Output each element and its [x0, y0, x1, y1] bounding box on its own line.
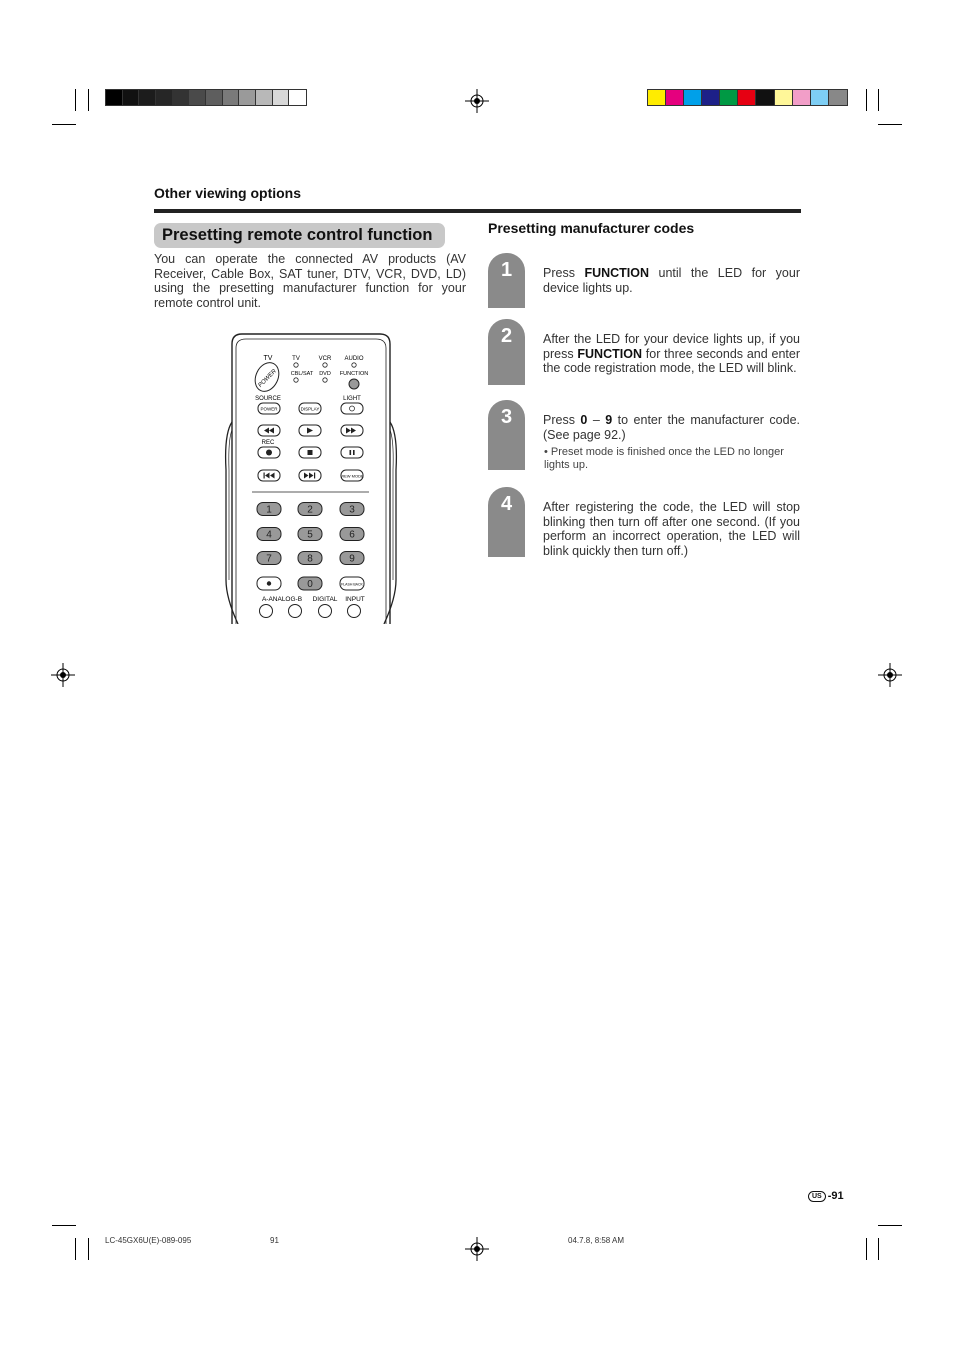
- page-number: [808, 1190, 844, 1202]
- color-swatch: [156, 90, 173, 105]
- device-label-function: FUNCTION: [339, 371, 369, 377]
- crop-mark: [866, 89, 867, 111]
- source-power-label: POWER: [260, 406, 278, 412]
- crop-mark: [88, 89, 89, 111]
- device-label-dvd: DVD: [319, 371, 331, 377]
- analog-b-button[interactable]: [289, 605, 302, 618]
- step-number: 4: [500, 493, 513, 515]
- crop-mark: [878, 1238, 879, 1260]
- led-dvd: [323, 378, 327, 382]
- record-icon: [266, 450, 272, 456]
- input-label-digital: DIGITAL: [312, 596, 338, 603]
- light-button[interactable]: [341, 403, 363, 414]
- digit-label-0: 0: [307, 579, 313, 590]
- step-bold: 0: [580, 413, 588, 427]
- input-label-input: INPUT: [345, 596, 365, 603]
- footer-page: 91: [270, 1236, 279, 1245]
- device-label-tv: TV: [292, 356, 300, 362]
- step-text-2: [543, 332, 800, 376]
- color-swatch: [648, 90, 666, 105]
- digit-label-9: 9: [349, 553, 355, 565]
- intro-paragraph: You can operate the connected AV products (AV Receiver, Cable Box, SAT tuner, DTV, VCR, DVD, LD) using the presetting manufacturer function for your remote control unit.: [154, 252, 466, 310]
- crop-mark: [878, 1225, 902, 1226]
- crop-mark: [52, 124, 76, 125]
- digit-label-7: 7: [266, 553, 272, 565]
- header-rule: [154, 209, 801, 213]
- step-text-4: [543, 500, 800, 558]
- crop-mark: [866, 1238, 867, 1260]
- step-text: Press: [543, 266, 585, 280]
- step-text: After the LED for your device lights up, if you press: [543, 332, 800, 361]
- light-label: LIGHT: [343, 396, 361, 402]
- step-bold: 9: [605, 413, 613, 427]
- digit-label-3: 3: [349, 504, 355, 516]
- bullet-icon: •: [544, 446, 551, 458]
- led-cblsat: [294, 378, 298, 382]
- analog-a-button[interactable]: [260, 605, 273, 618]
- footer-filename: LC-45GX6U(E)-089-095: [105, 1236, 192, 1245]
- step-badge-3: [488, 400, 525, 470]
- step-text: until the LED for your device lights up.: [543, 266, 800, 295]
- input-label-analog: A-ANALOG-B: [261, 596, 303, 603]
- step-number: 1: [500, 259, 513, 281]
- registration-mark-icon: [878, 663, 902, 687]
- led-tv: [294, 363, 298, 367]
- color-swatch: [173, 90, 190, 105]
- device-label-vcr: VCR: [318, 356, 332, 362]
- color-swatch: [239, 90, 256, 105]
- device-label-audio: AUDIO: [344, 356, 364, 362]
- page-number-text: -91: [827, 1190, 844, 1202]
- registration-mark-icon: [465, 1237, 489, 1261]
- color-swatch: [289, 90, 306, 105]
- registration-mark-icon: [51, 663, 75, 687]
- step-number: 3: [500, 406, 513, 428]
- step-text: for three seconds and enter the code registration mode, the LED will blink.: [543, 346, 800, 375]
- function-button[interactable]: [349, 379, 359, 389]
- crop-mark: [75, 89, 76, 111]
- digit-keypad: [257, 503, 364, 565]
- step-badge-1: [488, 253, 525, 308]
- step-bold: FUNCTION: [584, 266, 650, 280]
- color-swatch: [738, 90, 756, 105]
- step-text: to enter the manufacturer code. (See page 92.): [543, 413, 800, 442]
- registration-mark-icon: [465, 89, 489, 113]
- rec-label: REC: [261, 440, 275, 446]
- color-swatch: [756, 90, 774, 105]
- color-swatch: [273, 90, 290, 105]
- step-text: After registering the code, the LED will stop blinking then turn off after one second. (If you perform an incorrect operation, the LED will blink quickly then turn off.): [543, 500, 800, 558]
- color-swatch: [666, 90, 684, 105]
- stop-icon: [308, 450, 313, 455]
- step-bold: FUNCTION: [577, 346, 642, 361]
- color-swatch: [106, 90, 123, 105]
- input-button[interactable]: [348, 605, 361, 618]
- crop-mark: [88, 1238, 89, 1260]
- crop-mark: [75, 1238, 76, 1260]
- color-swatch: [189, 90, 206, 105]
- step-text: Press: [543, 413, 581, 427]
- footer-date: 04.7.8, 8:58 AM: [568, 1236, 625, 1245]
- color-swatch: [811, 90, 829, 105]
- region-badge: US: [808, 1191, 826, 1202]
- page-title: Presetting remote control function: [154, 223, 445, 248]
- section-label: Other viewing options: [154, 185, 302, 201]
- digit-label-8: 8: [307, 553, 313, 565]
- step-text-3: [543, 413, 800, 442]
- digit-label-2: 2: [307, 504, 313, 516]
- tv-power-label: POWER: [257, 368, 278, 389]
- step-number: 2: [500, 325, 513, 347]
- crop-mark: [52, 1225, 76, 1226]
- color-swatch: [139, 90, 156, 105]
- digital-button[interactable]: [319, 605, 332, 618]
- grayscale-bar: [105, 89, 307, 106]
- subsection-title: Presetting manufacturer codes: [488, 220, 695, 236]
- remote-control-illustration: [224, 330, 398, 624]
- color-swatch: [684, 90, 702, 105]
- device-label-cblsat: CBL/SAT: [290, 371, 314, 377]
- led-audio: [352, 363, 356, 367]
- view-mode-label: VIEW MODE: [340, 473, 364, 479]
- color-swatch: [702, 90, 720, 105]
- color-swatch: [829, 90, 847, 105]
- step-text: –: [587, 413, 606, 427]
- crop-mark: [878, 124, 902, 125]
- source-label: SOURCE: [255, 396, 281, 402]
- display-label: DISPLAY: [300, 406, 320, 412]
- flash-back-label: FLASH BACK: [341, 582, 363, 587]
- color-swatch: [720, 90, 738, 105]
- color-swatch: [223, 90, 240, 105]
- color-swatch: [206, 90, 223, 105]
- step-badge-4: [488, 487, 525, 557]
- tv-label: TV: [263, 355, 273, 362]
- digit-label-6: 6: [349, 529, 355, 541]
- color-swatch: [123, 90, 140, 105]
- pause-button[interactable]: [341, 447, 363, 458]
- digit-label-5: 5: [307, 529, 313, 541]
- step-text-1: [543, 266, 800, 295]
- digit-label-4: 4: [266, 529, 272, 541]
- color-swatch: [793, 90, 811, 105]
- crop-mark: [878, 89, 879, 111]
- step-note: [544, 446, 800, 472]
- step-badge-2: [488, 319, 525, 385]
- color-swatch: [775, 90, 793, 105]
- led-vcr: [323, 363, 327, 367]
- color-swatch: [256, 90, 273, 105]
- color-bar: [647, 89, 848, 106]
- digit-label-1: 1: [266, 504, 272, 516]
- dot-icon: [267, 581, 271, 585]
- note-text: Preset mode is finished once the LED no longer lights up.: [544, 446, 784, 471]
